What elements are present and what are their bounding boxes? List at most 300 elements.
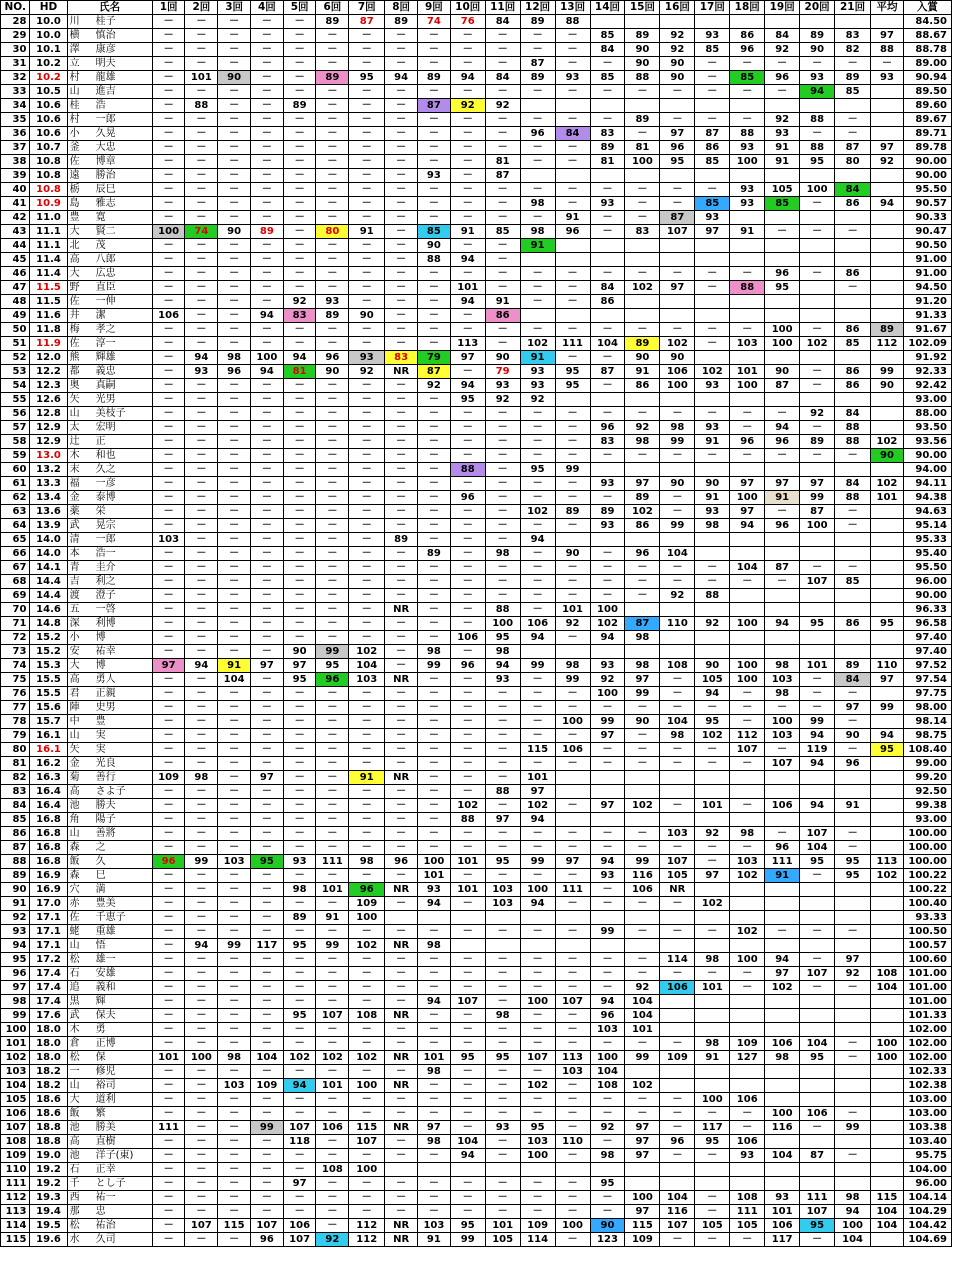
score-cell: － (218, 715, 251, 729)
score-cell: － (349, 561, 385, 575)
score-cell: － (152, 799, 185, 813)
score-cell: 115 (520, 743, 555, 757)
score-cell: － (450, 1205, 485, 1219)
score-cell: － (418, 1205, 451, 1219)
score-cell: 106 (555, 743, 590, 757)
score-cell: 104 (218, 673, 251, 687)
score-cell: － (316, 253, 349, 267)
score-cell: － (555, 967, 590, 981)
score-cell: 98 (418, 645, 451, 659)
score-cell: 100 (800, 183, 835, 197)
row-number: 65 (1, 533, 30, 547)
score-cell: 89 (590, 141, 625, 155)
surname-text: 那 (69, 1206, 80, 1217)
handicap-cell: 16.8 (30, 841, 67, 855)
score-cell: 100 (695, 1093, 730, 1107)
row-number: 68 (1, 575, 30, 589)
score-cell (800, 883, 835, 897)
score-cell: － (185, 1037, 218, 1051)
score-cell: 96 (520, 127, 555, 141)
handicap-cell: 10.0 (30, 15, 67, 29)
score-cell: － (283, 785, 316, 799)
given-name-text: 義忠 (95, 366, 116, 377)
score-cell: 112 (730, 729, 765, 743)
score-cell: － (590, 1205, 625, 1219)
handicap-cell: 13.4 (30, 491, 67, 505)
score-cell: － (385, 463, 418, 477)
score-cell: － (450, 1121, 485, 1135)
score-cell: 102 (349, 939, 385, 953)
score-cell: － (555, 561, 590, 575)
average-cell (871, 841, 904, 855)
score-cell: － (283, 29, 316, 43)
surname-text: 山 (69, 86, 80, 97)
score-cell: 103 (730, 337, 765, 351)
score-cell: 104 (590, 1065, 625, 1079)
row-number: 73 (1, 645, 30, 659)
handicap-cell: 18.2 (30, 1065, 67, 1079)
score-cell: 89 (625, 113, 660, 127)
prize-cell: 96.00 (903, 575, 951, 589)
score-cell (660, 771, 695, 785)
average-cell: 101 (871, 491, 904, 505)
row-number: 76 (1, 687, 30, 701)
given-name-text: 善行 (95, 772, 116, 783)
score-cell: 90 (349, 309, 385, 323)
score-cell: － (660, 575, 695, 589)
score-cell: － (625, 197, 660, 211)
row-number: 78 (1, 715, 30, 729)
score-cell: － (218, 841, 251, 855)
score-cell: 88 (625, 71, 660, 85)
score-cell (385, 1163, 418, 1177)
score-cell: 98 (835, 1191, 871, 1205)
score-cell: 95 (316, 659, 349, 673)
prize-cell: 103.38 (903, 1121, 951, 1135)
score-cell: 95 (835, 869, 871, 883)
table-row (1, 351, 952, 365)
name-cell (67, 99, 152, 113)
prize-cell: 94.38 (903, 491, 951, 505)
score-cell (835, 645, 871, 659)
score-cell: － (185, 799, 218, 813)
score-cell: － (283, 435, 316, 449)
score-cell: － (555, 757, 590, 771)
score-cell: 86 (625, 379, 660, 393)
score-cell: 100 (730, 379, 765, 393)
score-cell: － (418, 813, 451, 827)
score-cell: － (485, 337, 520, 351)
score-cell: － (800, 981, 835, 995)
average-cell (871, 1135, 904, 1149)
score-cell (800, 589, 835, 603)
score-cell: － (152, 267, 185, 281)
score-cell (660, 15, 695, 29)
table-row (1, 463, 952, 477)
score-cell: － (418, 43, 451, 57)
score-cell: 86 (835, 267, 871, 281)
score-cell: － (835, 743, 871, 757)
score-cell: － (555, 1079, 590, 1093)
score-cell: 91 (349, 771, 385, 785)
score-cell: － (185, 239, 218, 253)
score-cell: 86 (730, 29, 765, 43)
handicap-cell: 19.0 (30, 1149, 67, 1163)
score-cell: 90 (218, 225, 251, 239)
score-cell: － (152, 1219, 185, 1233)
table-row (1, 15, 952, 29)
score-cell: － (185, 1135, 218, 1149)
name-cell (67, 533, 152, 547)
name-cell (67, 421, 152, 435)
score-cell: － (418, 827, 451, 841)
handicap-cell: 16.4 (30, 799, 67, 813)
score-cell (660, 295, 695, 309)
score-cell (590, 911, 625, 925)
score-cell: 95 (800, 1051, 835, 1065)
handicap-cell: 11.9 (30, 337, 67, 351)
score-cell: － (349, 813, 385, 827)
score-cell: － (316, 337, 349, 351)
score-cell: 85 (695, 155, 730, 169)
score-cell: 95 (695, 1135, 730, 1149)
score-cell: － (250, 701, 283, 715)
score-cell: － (185, 267, 218, 281)
average-cell (871, 1023, 904, 1037)
score-cell: － (385, 267, 418, 281)
score-cell: － (450, 239, 485, 253)
table-row (1, 701, 952, 715)
score-cell: － (185, 309, 218, 323)
score-cell: － (250, 645, 283, 659)
score-cell (695, 1009, 730, 1023)
score-cell: 107 (555, 995, 590, 1009)
score-cell: 87 (349, 15, 385, 29)
column-header: 1回 (152, 1, 185, 15)
score-cell: － (250, 127, 283, 141)
score-cell: － (418, 463, 451, 477)
score-cell: － (349, 155, 385, 169)
handicap-cell: 11.1 (30, 225, 67, 239)
score-cell (660, 785, 695, 799)
table-row (1, 911, 952, 925)
score-cell: － (250, 1191, 283, 1205)
row-number: 84 (1, 799, 30, 813)
table-row (1, 687, 952, 701)
row-number: 74 (1, 659, 30, 673)
score-cell: － (485, 239, 520, 253)
score-cell: 89 (800, 29, 835, 43)
score-cell: － (485, 1107, 520, 1121)
score-cell: － (835, 281, 871, 295)
score-cell: 89 (418, 71, 451, 85)
score-cell: － (695, 701, 730, 715)
score-cell: 108 (349, 1009, 385, 1023)
prize-cell: 102.00 (903, 1051, 951, 1065)
score-cell: － (450, 309, 485, 323)
score-cell: － (695, 841, 730, 855)
score-cell: － (152, 631, 185, 645)
table-row (1, 715, 952, 729)
handicap-cell: 14.0 (30, 533, 67, 547)
score-cell: － (695, 967, 730, 981)
score-cell (730, 645, 765, 659)
table-row (1, 491, 952, 505)
score-cell: － (555, 1177, 590, 1191)
prize-cell: 92.33 (903, 365, 951, 379)
score-cell (765, 911, 800, 925)
score-cell: － (418, 631, 451, 645)
surname-text: 追 (69, 982, 80, 993)
score-cell (730, 253, 765, 267)
surname-text: 島 (69, 198, 80, 209)
score-cell: － (185, 757, 218, 771)
table-body (1, 15, 952, 1247)
score-cell: － (316, 281, 349, 295)
score-cell: － (349, 547, 385, 561)
name-cell (67, 127, 152, 141)
score-cell: － (385, 393, 418, 407)
score-cell: 92 (660, 589, 695, 603)
surname-text: 山 (69, 730, 80, 741)
row-number: 81 (1, 757, 30, 771)
score-cell: － (185, 463, 218, 477)
score-cell: 115 (218, 1219, 251, 1233)
handicap-cell: 16.9 (30, 869, 67, 883)
score-cell: － (385, 757, 418, 771)
score-cell: － (590, 967, 625, 981)
score-cell: － (695, 85, 730, 99)
score-cell: 86 (835, 379, 871, 393)
score-cell: 93 (590, 869, 625, 883)
score-cell: － (349, 995, 385, 1009)
score-cell (835, 897, 871, 911)
score-cell: － (520, 141, 555, 155)
score-cell: － (660, 1233, 695, 1247)
score-cell: 95 (250, 855, 283, 869)
score-cell: 90 (625, 715, 660, 729)
average-cell (871, 113, 904, 127)
score-cell: － (152, 897, 185, 911)
score-cell: － (385, 645, 418, 659)
score-cell: － (152, 169, 185, 183)
score-cell: － (185, 477, 218, 491)
score-cell: － (218, 967, 251, 981)
score-cell (695, 785, 730, 799)
row-number: 72 (1, 631, 30, 645)
score-cell: － (765, 743, 800, 757)
score-cell: 102 (283, 1051, 316, 1065)
score-cell: － (555, 477, 590, 491)
score-cell: － (152, 197, 185, 211)
score-cell (765, 897, 800, 911)
score-cell: 79 (485, 365, 520, 379)
name-cell (67, 435, 152, 449)
score-cell: － (520, 715, 555, 729)
score-cell: 87 (765, 561, 800, 575)
score-cell: － (218, 701, 251, 715)
row-number: 94 (1, 939, 30, 953)
score-cell: － (385, 1037, 418, 1051)
score-cell (695, 239, 730, 253)
score-cell: 88 (485, 785, 520, 799)
surname-text: 石 (69, 1164, 80, 1175)
score-cell: － (555, 197, 590, 211)
score-cell: － (250, 575, 283, 589)
table-row (1, 183, 952, 197)
score-cell (730, 547, 765, 561)
score-cell (765, 309, 800, 323)
handicap-cell: 16.3 (30, 771, 67, 785)
score-cell: 100 (765, 715, 800, 729)
score-cell: 116 (625, 869, 660, 883)
score-cell: － (250, 1065, 283, 1079)
score-cell (765, 15, 800, 29)
score-cell: － (316, 589, 349, 603)
score-cell: － (349, 379, 385, 393)
score-cell: － (349, 113, 385, 127)
score-cell: － (218, 267, 251, 281)
score-cell: － (218, 183, 251, 197)
score-cell: 94 (800, 799, 835, 813)
score-cell: － (349, 337, 385, 351)
score-cell: － (485, 995, 520, 1009)
score-cell (555, 99, 590, 113)
score-cell: － (283, 463, 316, 477)
score-cell: － (152, 1079, 185, 1093)
score-cell: 90 (283, 645, 316, 659)
score-cell: － (625, 267, 660, 281)
score-cell: 107 (800, 967, 835, 981)
score-cell: － (418, 309, 451, 323)
handicap-cell: 17.4 (30, 981, 67, 995)
name-cell (67, 211, 152, 225)
score-cell: 97 (765, 477, 800, 491)
score-cell: 98 (765, 659, 800, 673)
score-cell: － (555, 953, 590, 967)
score-cell: － (555, 1107, 590, 1121)
score-cell: 93 (590, 197, 625, 211)
prize-cell: 90.57 (903, 197, 951, 211)
score-cell: － (485, 421, 520, 435)
score-cell: － (625, 841, 660, 855)
score-cell: － (349, 449, 385, 463)
score-cell: 97 (730, 505, 765, 519)
score-cell: － (520, 1065, 555, 1079)
table-row (1, 1065, 952, 1079)
score-cell (555, 239, 590, 253)
score-cell: － (660, 743, 695, 757)
average-cell (871, 281, 904, 295)
score-cell: 91 (765, 491, 800, 505)
score-cell: － (316, 1205, 349, 1219)
score-cell: － (185, 883, 218, 897)
handicap-cell: 10.6 (30, 99, 67, 113)
score-cell: － (316, 435, 349, 449)
score-cell: － (250, 463, 283, 477)
table-row (1, 1009, 952, 1023)
score-cell: － (418, 1177, 451, 1191)
score-cell: － (349, 1191, 385, 1205)
score-cell (835, 253, 871, 267)
score-cell: － (218, 1107, 251, 1121)
score-cell: － (590, 113, 625, 127)
handicap-cell: 18.0 (30, 1051, 67, 1065)
score-cell: 101 (185, 71, 218, 85)
score-cell: 96 (765, 435, 800, 449)
score-cell: 93 (730, 141, 765, 155)
score-cell: － (485, 771, 520, 785)
score-cell (660, 253, 695, 267)
score-cell (730, 351, 765, 365)
score-cell (835, 533, 871, 547)
score-cell: 110 (555, 1135, 590, 1149)
score-cell: － (349, 1205, 385, 1219)
score-cell: 88 (695, 589, 730, 603)
surname-text: 吉 (69, 576, 80, 587)
score-cell (730, 911, 765, 925)
handicap-cell: 12.3 (30, 379, 67, 393)
surname-text: 森 (69, 870, 80, 881)
score-cell: 107 (660, 225, 695, 239)
score-cell: 95 (555, 365, 590, 379)
score-cell: － (385, 1093, 418, 1107)
score-cell: 89 (385, 15, 418, 29)
score-cell: 97 (283, 659, 316, 673)
name-cell (67, 617, 152, 631)
score-cell: － (450, 785, 485, 799)
handicap-cell: 19.5 (30, 1219, 67, 1233)
score-cell: － (349, 393, 385, 407)
surname-text: 大 (69, 1094, 80, 1105)
score-cell: － (283, 813, 316, 827)
prize-cell: 91.20 (903, 295, 951, 309)
prize-cell: 89.71 (903, 127, 951, 141)
score-cell: － (450, 561, 485, 575)
score-cell: 99 (418, 659, 451, 673)
prize-cell: 91.92 (903, 351, 951, 365)
score-cell: － (555, 827, 590, 841)
score-cell: 85 (485, 225, 520, 239)
score-cell: － (450, 323, 485, 337)
row-number: 32 (1, 71, 30, 85)
score-cell (625, 309, 660, 323)
score-cell: － (152, 911, 185, 925)
row-number: 105 (1, 1093, 30, 1107)
score-cell: － (152, 1163, 185, 1177)
score-cell: － (590, 1191, 625, 1205)
score-cell (695, 995, 730, 1009)
score-cell: － (555, 701, 590, 715)
score-cell: 90 (316, 365, 349, 379)
score-cell: － (349, 99, 385, 113)
score-cell: － (349, 85, 385, 99)
score-cell: 104 (625, 1009, 660, 1023)
score-cell (590, 253, 625, 267)
score-cell: － (218, 911, 251, 925)
score-cell: 101 (316, 1079, 349, 1093)
score-cell: － (450, 757, 485, 771)
score-cell: － (218, 771, 251, 785)
given-name-text: 進吉 (95, 86, 116, 97)
score-cell: － (250, 211, 283, 225)
prize-cell: 89.60 (903, 99, 951, 113)
row-number: 114 (1, 1219, 30, 1233)
table-row (1, 1051, 952, 1065)
score-cell: 118 (283, 1135, 316, 1149)
score-cell: － (316, 1065, 349, 1079)
score-cell: － (450, 1037, 485, 1051)
